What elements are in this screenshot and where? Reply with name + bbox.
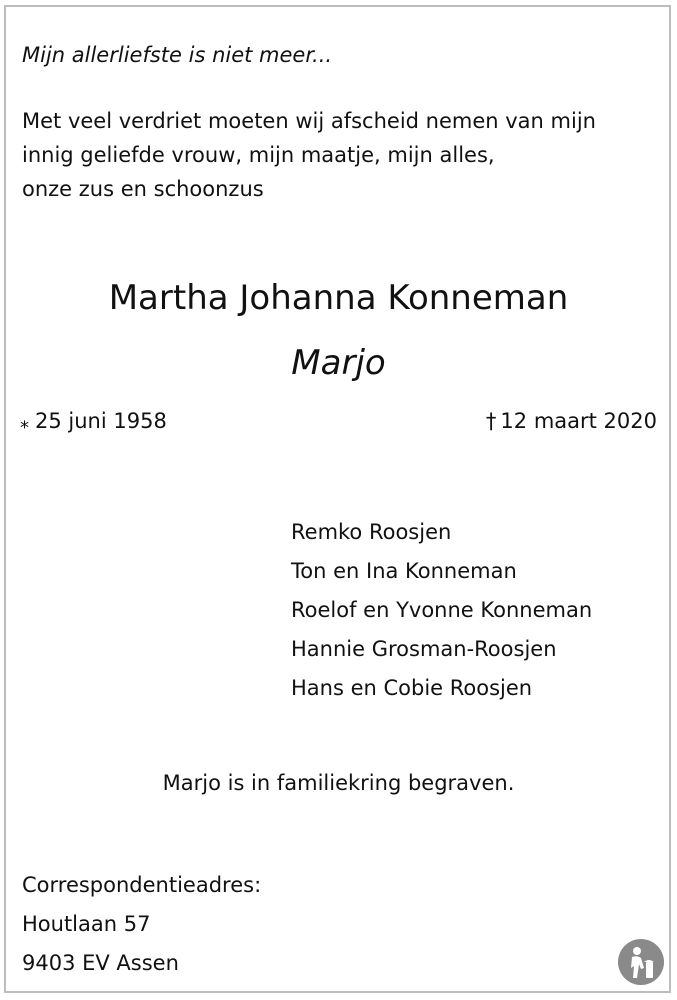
family-member: Hans en Cobie Roosjen — [291, 676, 533, 700]
family-list — [291, 513, 592, 708]
birth-date — [20, 406, 167, 438]
family-member: Remko Roosjen — [291, 520, 452, 544]
message-line: Met veel verdriet moeten wij afscheid nemen van mijn — [22, 109, 596, 133]
death-date — [486, 406, 657, 436]
deceased-full-name: Martha Johanna Konneman — [108, 278, 569, 318]
intro-line: Mijn allerliefste is niet meer... — [22, 43, 333, 67]
message-line: innig geliefde vrouw, mijn maatje, mijn alles, — [22, 143, 495, 167]
burial-note: Marjo is in familiekring begraven. — [162, 771, 515, 795]
correspondence-address — [22, 866, 261, 983]
address-street: Houtlaan 57 — [22, 912, 151, 936]
family-member: Roelof en Yvonne Konneman — [291, 598, 593, 622]
birth-symbol-icon: ⁎ — [20, 412, 29, 433]
deceased-nickname: Marjo — [291, 343, 386, 383]
mourning-figure-logo-icon — [617, 938, 665, 986]
family-member: Hannie Grosman-Roosjen — [291, 637, 557, 661]
death-cross-icon: † — [485, 409, 497, 433]
family-member: Ton en Ina Konneman — [291, 559, 517, 583]
address-label: Correspondentieadres: — [22, 873, 262, 897]
message-paragraph — [22, 104, 596, 206]
message-line: onze zus en schoonzus — [22, 177, 264, 201]
address-city: 9403 EV Assen — [22, 951, 179, 975]
birth-date-text: 25 juni 1958 — [35, 409, 167, 433]
death-date-text: 12 maart 2020 — [500, 409, 657, 433]
